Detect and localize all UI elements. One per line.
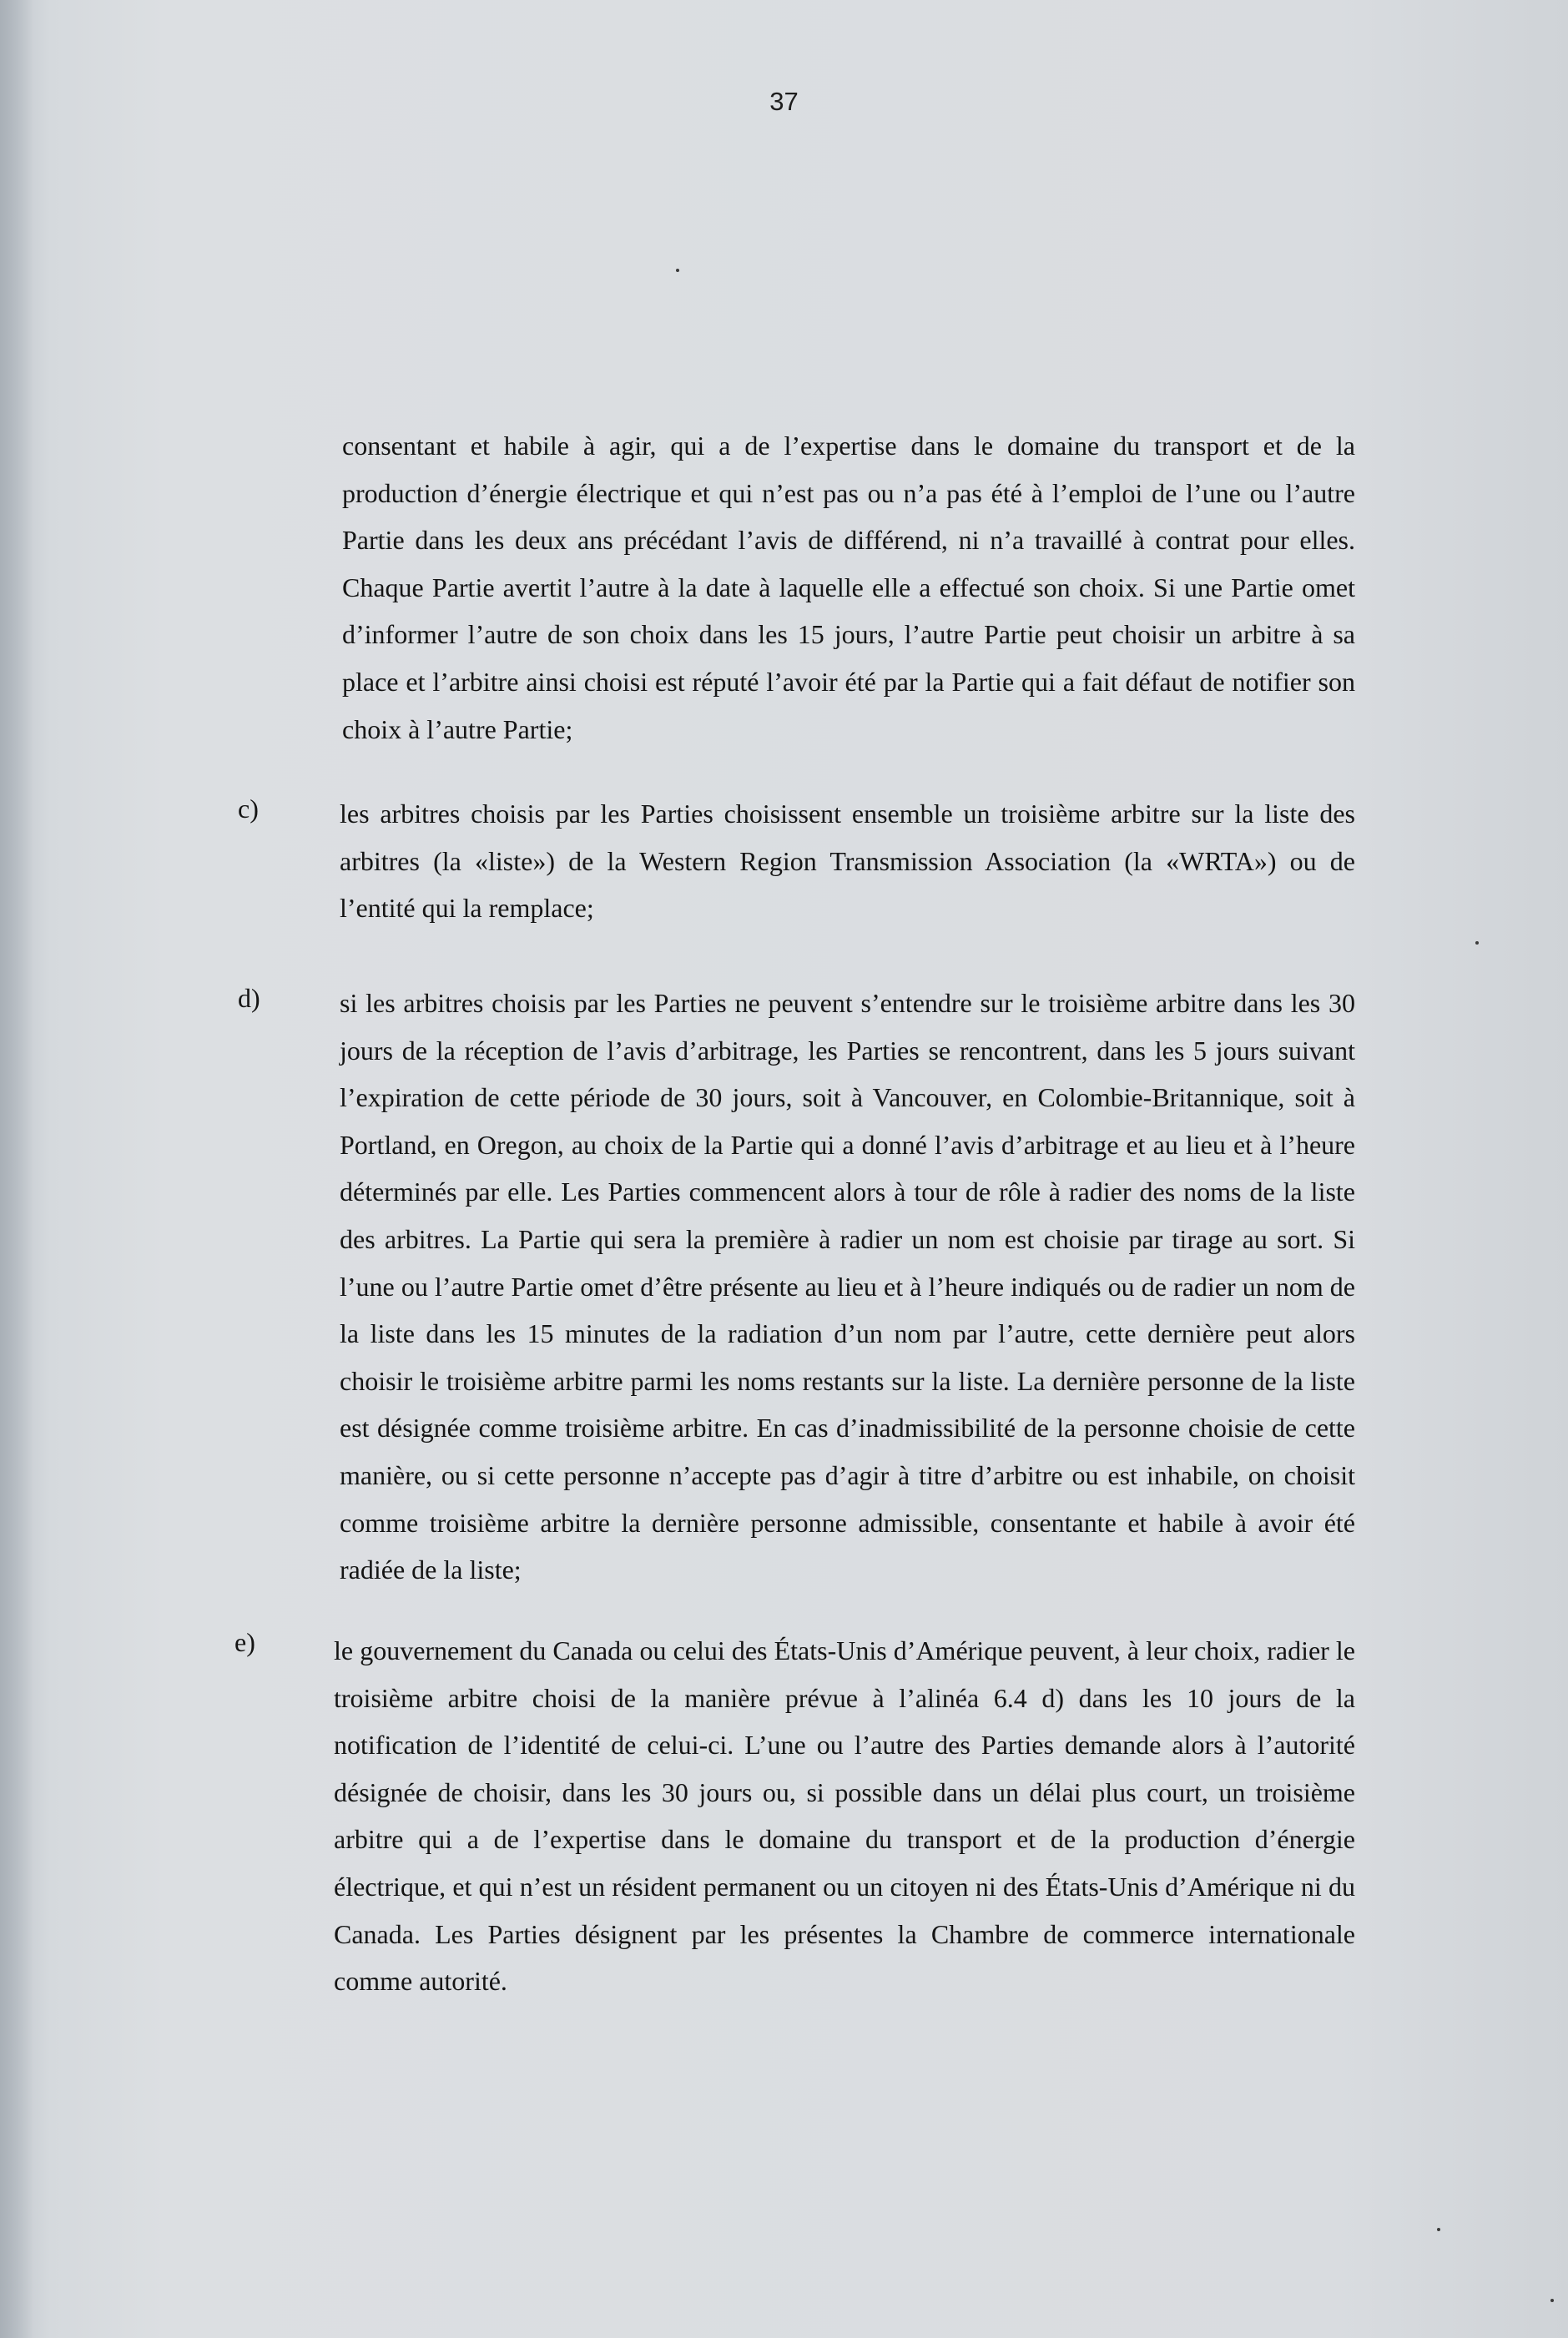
item-label-e: e) [234,1627,255,1657]
item-label-c: c) [238,794,259,824]
page-number: 37 [769,87,799,116]
intro-paragraph: consentant et habile à agir, qui a de l’expertise dans le domaine du transport et de la production d’énergie électrique et qui n’est pas ou n’a pas été à l’emploi de l’une ou l’autre Partie dans les deux ans précédant l’avis de différend, ni n’a travaillé à contrat pour elles. Chaque Partie avertit l’autre à la date à laquelle elle a effectué son choix. Si une Partie omet d’informer l’autre de son choix dans les 15 jours, l’autre Partie peut choisir un arbitre à sa place et l’arbitre ainsi choisi est réputé l’avoir été par la Partie qui a fait défaut de notifier son choix à l’autre Partie; [342,431,1355,744]
scan-speck [1437,2228,1440,2231]
scan-speck [676,269,679,272]
item-text-c: les arbitres choisis par les Parties choisissent ensemble un troisième arbitre sur la liste des arbitres (la «liste») de la Western Region Transmission Association (la «WRTA») ou de l’entité qui la remplace; [340,799,1355,924]
item-text-e: le gouvernement du Canada ou celui des États-Unis d’Amérique peuvent, à leur choix, radier le troisième arbitre choisi de la manière prévue à l’alinéa 6.4 d) dans les 10 jours de la notification de l’identité de celui-ci. L’une ou l’autre des Parties demande alors à l’autorité désignée de choisir, dans les 30 jours ou, si possible dans un délai plus court, un troisième arbitre qui a de l’expertise dans le domaine du transport et de la production d’énergie électrique, et qui n’est un résident permanent ou un citoyen ni des États-Unis d’Amérique ni du Canada. Les Parties désignent par les présentes la Chambre de commerce internationale comme autorité. [334,1635,1355,1997]
item-label-d: d) [238,983,260,1013]
scan-speck [1475,941,1479,945]
binding-shadow [0,0,33,2338]
item-text-d: si les arbitres choisis par les Parties ne peuvent s’entendre sur le troisième arbitre dans les 30 jours de la réception de l’avis d’arbitrage, les Parties se rencontrent, dans les 5 jours suivant l’expiration de cette période de 30 jours, soit à Vancouver, en Colombie-Britannique, soit à Portland, en Oregon, au choix de la Partie qui a donné l’avis d’arbitrage et au lieu et à l’heure déterminés par elle. Les Parties commencent alors à tour de rôle à radier des noms de la liste des arbitres. La Partie qui sera la première à radier un nom est choisie par tirage au sort. Si l’une ou l’autre Partie omet d’être présente au lieu et à l’heure indiqués ou de radier un nom de la liste dans les 15 minutes de la radiation d’un nom par l’autre, cette dernière peut alors choisir le troisième arbitre parmi les noms restants sur la liste. La dernière personne de la liste est désignée comme troisième arbitre. En cas d’inadmissibilité de la personne choisie de cette manière, ou si cette personne n’accepte pas d’agir à titre d’arbitre ou est inhabile, on choisit comme troisième arbitre la dernière personne admissible, consentante et habile à avoir été radiée de la liste; [340,988,1355,1585]
scan-speck [1550,2299,1554,2302]
